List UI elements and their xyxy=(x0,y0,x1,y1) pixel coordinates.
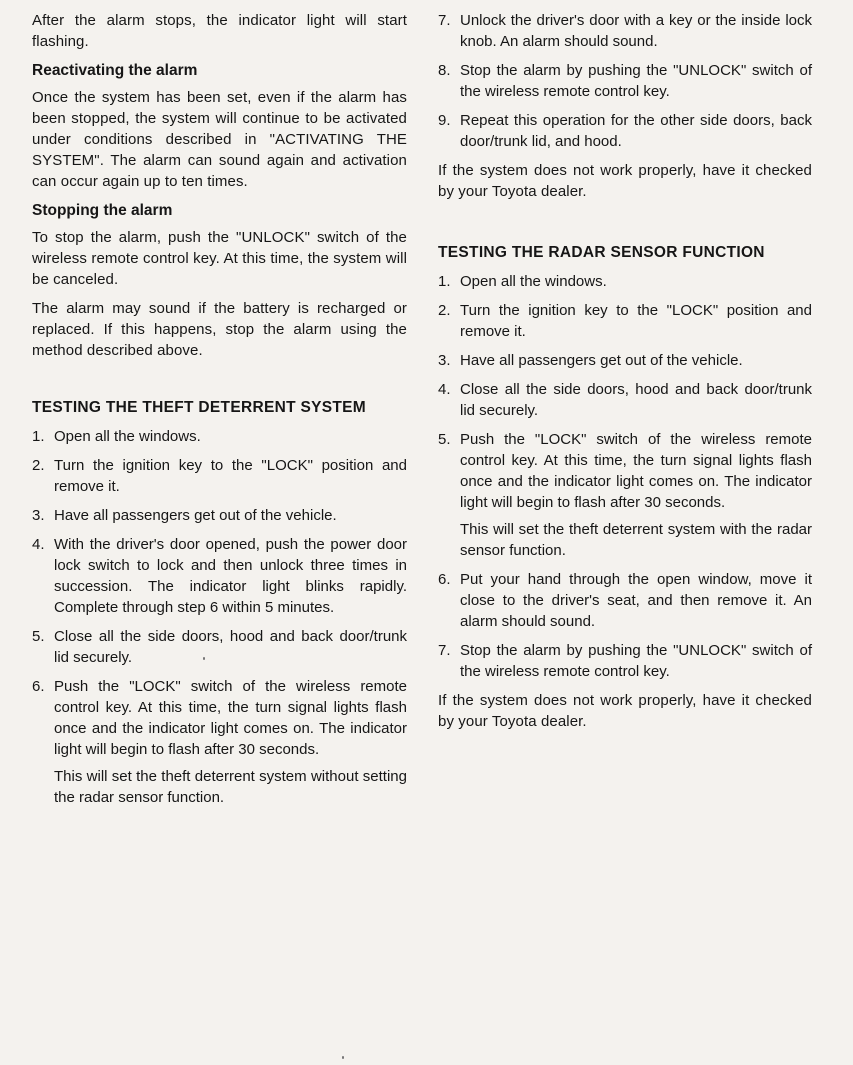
list-item xyxy=(438,429,812,513)
list-item xyxy=(438,271,812,292)
step-number: 2. xyxy=(32,457,45,474)
reactivating-paragraph: Once the system has been set, even if the alarm has been stopped, the system will continue to be activated under conditions described in "ACTIVATING THE SYSTEM". The alarm can sound again and activation can occur again up to ten times. xyxy=(32,89,407,190)
step-text: Open all the windows. xyxy=(460,273,607,290)
step-number: 5. xyxy=(32,628,45,645)
radar-steps-list xyxy=(438,271,812,513)
step-text: Close all the side doors, hood and back door/trunk lid securely. xyxy=(460,381,812,419)
step-text: Unlock the driver's door with a key or the inside lock knob. An alarm should sound. xyxy=(460,12,812,50)
step-number: 9. xyxy=(438,112,451,129)
intro-paragraph: After the alarm stops, the indicator light will start flashing. xyxy=(32,12,407,50)
step-text: Close all the side doors, hood and back door/trunk lid securely. xyxy=(54,628,407,666)
step-number: 1. xyxy=(32,428,45,445)
stopping-heading: Stopping the alarm xyxy=(32,202,173,219)
step-number: 3. xyxy=(438,352,451,369)
list-item xyxy=(32,455,407,497)
list-item xyxy=(438,10,812,52)
step-number: 8. xyxy=(438,62,451,79)
step-text: Have all passengers get out of the vehicle. xyxy=(54,507,337,524)
closing-paragraph-2: If the system does not work properly, have it checked by your Toyota dealer. xyxy=(438,692,812,730)
left-column xyxy=(32,10,407,816)
radar-section-title: TESTING THE RADAR SENSOR FUNCTION xyxy=(438,244,765,261)
list-item xyxy=(438,379,812,421)
step-number: 4. xyxy=(438,381,451,398)
list-item xyxy=(32,534,407,618)
right-column xyxy=(438,10,812,740)
list-item xyxy=(32,505,407,526)
step-text: Push the "LOCK" switch of the wireless remote control key. At this time, the turn signal lights flash once and the indicator light comes on. The indicator light will begin to flash after 30 seconds. xyxy=(460,431,812,511)
step-text: Turn the ignition key to the "LOCK" position and remove it. xyxy=(54,457,407,495)
list-item xyxy=(438,110,812,152)
step-number: 6. xyxy=(438,571,451,588)
step-text: Open all the windows. xyxy=(54,428,201,445)
step-number: 5. xyxy=(438,431,451,448)
scan-speck xyxy=(342,1056,344,1059)
stopping-paragraph-1: To stop the alarm, push the "UNLOCK" switch of the wireless remote control key. At this time, the system will be canceled. xyxy=(32,229,407,288)
step-text: Have all passengers get out of the vehicle. xyxy=(460,352,743,369)
stopping-paragraph-2: The alarm may sound if the battery is recharged or replaced. If this happens, stop the alarm using the method described above. xyxy=(32,300,407,359)
radar-step-note: This will set the theft deterrent system with the radar sensor function. xyxy=(460,521,812,559)
step-number: 6. xyxy=(32,678,45,695)
list-item xyxy=(438,350,812,371)
scan-speck xyxy=(203,657,205,660)
step-number: 2. xyxy=(438,302,451,319)
step-text: Put your hand through the open window, move it close to the driver's seat, and then remove it. An alarm should sound. xyxy=(460,571,812,630)
step-number: 1. xyxy=(438,273,451,290)
theft-section-title: TESTING THE THEFT DETERRENT SYSTEM xyxy=(32,399,366,416)
list-item xyxy=(438,569,812,632)
theft-steps-list xyxy=(32,426,407,760)
reactivating-heading: Reactivating the alarm xyxy=(32,62,198,79)
step-number: 7. xyxy=(438,642,451,659)
step-text: Stop the alarm by pushing the "UNLOCK" switch of the wireless remote control key. xyxy=(460,62,812,100)
theft-steps-continued-list xyxy=(438,10,812,152)
step-number: 4. xyxy=(32,536,45,553)
list-item xyxy=(438,300,812,342)
step-text: Stop the alarm by pushing the "UNLOCK" switch of the wireless remote control key. xyxy=(460,642,812,680)
list-item xyxy=(438,60,812,102)
step-text: Repeat this operation for the other side doors, back door/trunk lid, and hood. xyxy=(460,112,812,150)
list-item xyxy=(438,640,812,682)
radar-steps-list-b xyxy=(438,569,812,682)
list-item xyxy=(32,426,407,447)
step-text: Push the "LOCK" switch of the wireless remote control key. At this time, the turn signal lights flash once and the indicator light comes on. The indicator light will begin to flash after 30 seconds. xyxy=(54,678,407,758)
theft-step-note: This will set the theft deterrent system without setting the radar sensor function. xyxy=(54,768,407,806)
step-text: Turn the ignition key to the "LOCK" position and remove it. xyxy=(460,302,812,340)
step-number: 7. xyxy=(438,12,451,29)
list-item xyxy=(32,626,407,668)
closing-paragraph-1: If the system does not work properly, have it checked by your Toyota dealer. xyxy=(438,162,812,200)
step-text: With the driver's door opened, push the power door lock switch to lock and then unlock three times in succession. The indicator light blinks rapidly. Complete through step 6 within 5 minutes. xyxy=(54,536,407,616)
list-item xyxy=(32,676,407,760)
step-number: 3. xyxy=(32,507,45,524)
